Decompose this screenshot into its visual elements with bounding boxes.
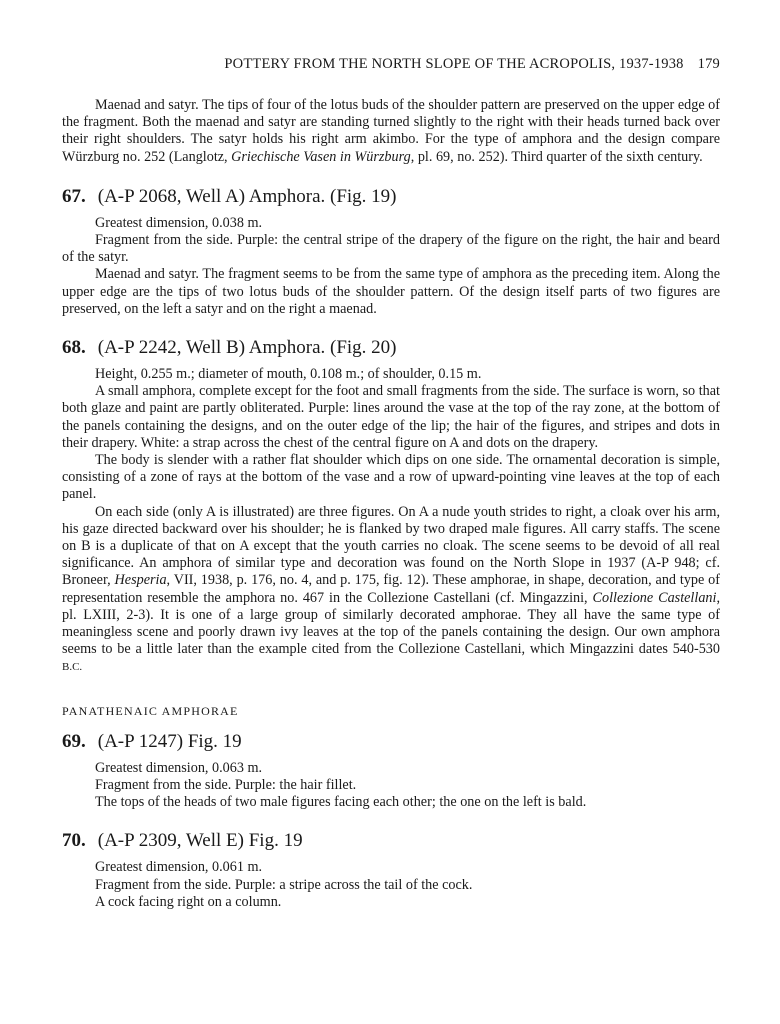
entry-title: (A-P 2242, Well B) Amphora. (Fig. 20) [97, 337, 397, 359]
entry-number: 69. [62, 730, 86, 752]
entry-heading-67 [62, 186, 720, 208]
running-title: POTTERY FROM THE NORTH SLOPE OF THE ACROPOLIS, 1937-1938 [224, 56, 684, 72]
entry-paragraph: The body is slender with a rather flat shoulder which dips on one side. The ornamental decoration is simple, consisting of a zone of rays at the bottom of the vase and a row of upward-pointing vine leaves at the top of each panel. [62, 452, 720, 503]
entry-paragraph: A cock facing right on a column. [95, 893, 282, 910]
entry-dimension: Height, 0.255 m.; diameter of mouth, 0.108 m.; of shoulder, 0.15 m. [95, 366, 482, 383]
citation-title: Collezione Castellani [592, 589, 717, 606]
entry-paragraph: Maenad and satyr. The fragment seems to be from the same type of amphora as the preceding item. Along the upper edge are the tips of two lotus buds of the shoulder pattern. Of the design itself parts of two figures are preserved, on the left a satyr and on the right a maenad. [62, 266, 720, 317]
entry-number: 68. [62, 337, 86, 359]
entry-heading-68 [62, 337, 720, 359]
running-head [62, 56, 720, 73]
page [62, 56, 720, 911]
entry-heading-70 [62, 830, 720, 852]
entry-title: (A-P 1247) Fig. 19 [97, 730, 242, 752]
entry-paragraph: Fragment from the side. Purple: a stripe across the tail of the cock. [95, 876, 473, 893]
citation-title: Hesperia [114, 572, 167, 589]
section-heading: PANATHENAIC AMPHORAE [62, 703, 239, 718]
entry-paragraph: The tops of the heads of two male figures facing each other; the one on the left is bald. [95, 794, 587, 811]
entry-dimension: Greatest dimension, 0.063 m. [95, 759, 263, 776]
entry-paragraph: Fragment from the side. Purple: the hair fillet. [95, 776, 357, 793]
citation-title: Griechische Vasen in Würzburg [231, 148, 411, 165]
entry-paragraph: A small amphora, complete except for the foot and small fragments from the side. The surface is worn, so that both glaze and paint are partly obliterated. Purple: lines around the vase at the top of the ray zone, at the bottom of the panels containing the designs, and on the outer edge of the lip; the hair of the figures, and stripes and dots in their drapery. White: a strap across the chest of the central figure on A and dots on the drapery. [62, 383, 720, 451]
page-number: 179 [697, 56, 720, 72]
intro-paragraph: Maenad and satyr. The tips of four of the lotus buds of the shoulder pattern are preserved on the upper edge of the fragment. Both the maenad and satyr are standing turned slightly to the right with their heads turned back over their right shoulders. The satyr holds his right arm akimbo. For the type of amphora and the design compare Würzburg no. 252 (Langlotz, Griechische Vasen in Würzburg, pl. 69, no. 252). Third quarter of the sixth century. [62, 97, 720, 165]
entry-heading-69 [62, 731, 720, 753]
entry-paragraph: Fragment from the side. Purple: the central stripe of the drapery of the figure on the right, the hair and beard of the satyr. [62, 232, 720, 266]
entry-dimension: Greatest dimension, 0.038 m. [95, 214, 263, 231]
entry-title: (A-P 2068, Well A) Amphora. (Fig. 19) [97, 185, 397, 207]
entry-number: 67. [62, 185, 86, 207]
era-abbreviation: B.C. [62, 661, 83, 674]
entry-title: (A-P 2309, Well E) Fig. 19 [97, 830, 303, 852]
entry-dimension: Greatest dimension, 0.061 m. [95, 859, 263, 876]
entry-number: 70. [62, 830, 86, 852]
entry-paragraph: On each side (only A is illustrated) are three figures. On A a nude youth strides to right, a cloak over his arm, his gaze directed backward over his shoulder; he is flanked by two draped male figures. All carry staffs. The scene on B is a duplicate of that on A except that the youth carries no cloak. The scene seems to be devoid of all real significance. An amphora of similar type and decoration was found on the North Slope in 1937 (A-P 948; cf. Broneer, Hesperia, VII, 1938, p. 176, no. 4, and p. 175, fig. 12). These amphorae, in shape, decoration, and type of representation resemble the amphora no. 467 in the Collezione Castellani (cf. Mingazzini, Collezione Castellani, pl. LXIII, 2-3). It is one of a large group of similarly decorated amphorae. They all have the same type of meaningless scene and poorly drawn ivy leaves at the top of the panels containing the design. Our own amphora seems to be a little later than the example cited from the Collezione Castellani, which Mingazzini dates 540-530 B.C. [62, 503, 720, 674]
